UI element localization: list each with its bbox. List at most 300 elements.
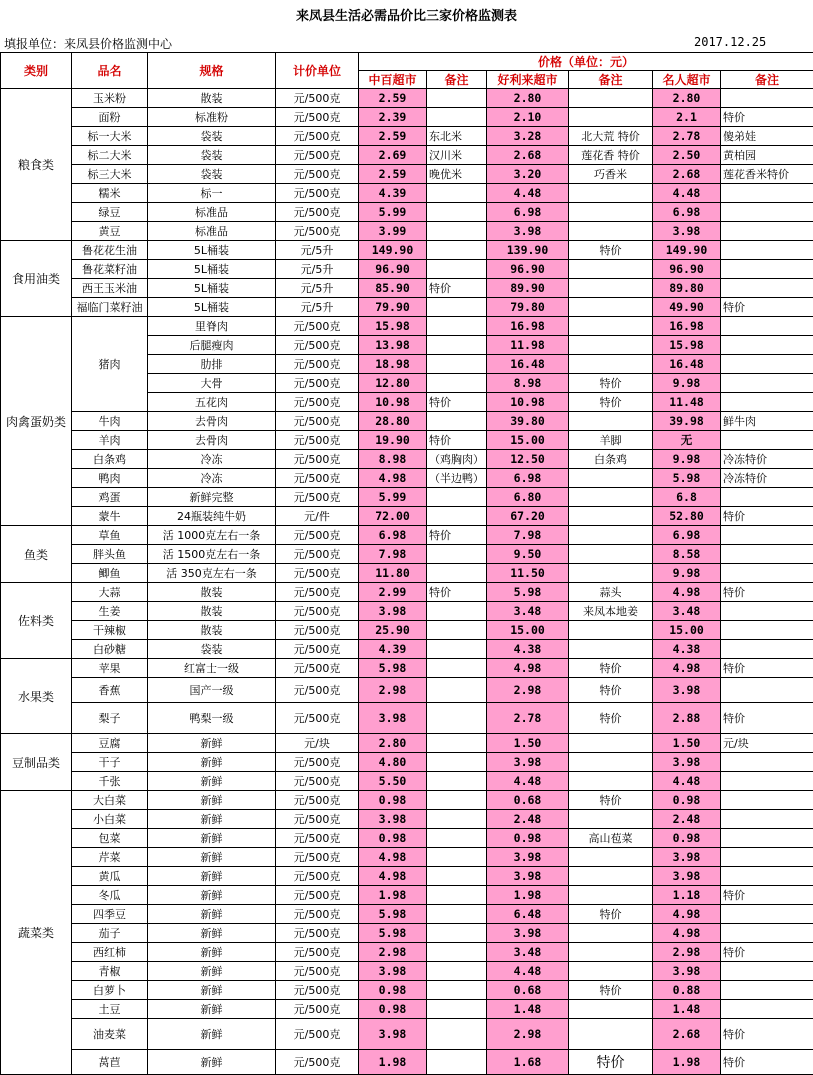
item-spec: 标准品 <box>148 222 276 241</box>
note-store2: 巧香米 <box>569 165 653 184</box>
item-spec: 新鲜 <box>148 772 276 791</box>
table-row <box>1 905 813 924</box>
price-store1: 3.98 <box>359 1019 427 1050</box>
item-name: 玉米粉 <box>72 89 148 108</box>
note-store1 <box>427 488 487 507</box>
item-unit: 元/5升 <box>276 241 359 260</box>
item-unit: 元/500克 <box>276 146 359 165</box>
price-store3: 0.98 <box>653 791 721 810</box>
item-spec: 新鲜 <box>148 1000 276 1019</box>
note-store1: 东北米 <box>427 127 487 146</box>
item-name: 标一大米 <box>72 127 148 146</box>
item-unit: 元/500克 <box>276 924 359 943</box>
note-store3 <box>721 678 813 703</box>
table-row <box>1 431 813 450</box>
note-store3 <box>721 374 813 393</box>
note-store2 <box>569 317 653 336</box>
price-store1: 25.90 <box>359 621 427 640</box>
header-price-group: 价格（单位：元） <box>359 53 813 71</box>
item-name: 草鱼 <box>72 526 148 545</box>
note-store1 <box>427 829 487 848</box>
price-store1: 0.98 <box>359 829 427 848</box>
table-row <box>1 279 813 298</box>
table-row <box>1 526 813 545</box>
table-row <box>1 1019 813 1050</box>
note-store3: 特价 <box>721 1019 813 1050</box>
item-unit: 元/500克 <box>276 431 359 450</box>
price-store1: 2.98 <box>359 678 427 703</box>
note-store3: 莲花香米特价 <box>721 165 813 184</box>
price-store2: 1.48 <box>487 1000 569 1019</box>
price-store2: 2.48 <box>487 810 569 829</box>
note-store1 <box>427 222 487 241</box>
item-spec: 新鲜 <box>148 810 276 829</box>
item-name: 小白菜 <box>72 810 148 829</box>
note-store1 <box>427 962 487 981</box>
note-store1 <box>427 241 487 260</box>
item-unit: 元/500克 <box>276 848 359 867</box>
note-store2 <box>569 507 653 526</box>
note-store3 <box>721 89 813 108</box>
note-store3: 特价 <box>721 659 813 678</box>
note-store1: 特价 <box>427 279 487 298</box>
price-store2: 5.98 <box>487 583 569 602</box>
price-store2: 139.90 <box>487 241 569 260</box>
note-store2 <box>569 469 653 488</box>
item-unit: 元/500克 <box>276 203 359 222</box>
note-store1 <box>427 703 487 734</box>
item-unit: 元/500克 <box>276 89 359 108</box>
note-store2 <box>569 1000 653 1019</box>
price-store3: 2.88 <box>653 703 721 734</box>
note-store1 <box>427 260 487 279</box>
item-name: 大白菜 <box>72 791 148 810</box>
item-unit: 元/件 <box>276 507 359 526</box>
price-store3: 3.98 <box>653 678 721 703</box>
item-spec: 标准粉 <box>148 108 276 127</box>
note-store3 <box>721 203 813 222</box>
table-row <box>1 772 813 791</box>
table-row <box>1 260 813 279</box>
item-unit: 元/500克 <box>276 336 359 355</box>
note-store2: 特价 <box>569 241 653 260</box>
note-store3: 特价 <box>721 1050 813 1075</box>
item-spec: 新鲜 <box>148 753 276 772</box>
price-store2: 4.38 <box>487 640 569 659</box>
note-store2: 来凤本地姜 <box>569 602 653 621</box>
item-spec: 散装 <box>148 602 276 621</box>
price-store1: 11.80 <box>359 564 427 583</box>
price-store2: 9.50 <box>487 545 569 564</box>
price-store3: 5.98 <box>653 469 721 488</box>
item-spec: 去骨肉 <box>148 431 276 450</box>
item-unit: 元/500克 <box>276 1000 359 1019</box>
item-unit: 元/5升 <box>276 298 359 317</box>
price-store1: 4.80 <box>359 753 427 772</box>
item-spec: 活 1000克左右一条 <box>148 526 276 545</box>
price-store1: 1.98 <box>359 1050 427 1075</box>
price-store1: 5.50 <box>359 772 427 791</box>
price-store3: 1.18 <box>653 886 721 905</box>
item-name: 福临门菜籽油 <box>72 298 148 317</box>
table-row <box>1 298 813 317</box>
item-name: 油麦菜 <box>72 1019 148 1050</box>
table-row <box>1 962 813 981</box>
item-unit: 元/500克 <box>276 791 359 810</box>
note-store2: 北大荒 特价 <box>569 127 653 146</box>
item-spec: 24瓶装纯牛奶 <box>148 507 276 526</box>
price-store1: 79.90 <box>359 298 427 317</box>
table-row <box>1 829 813 848</box>
item-name: 青椒 <box>72 962 148 981</box>
note-store1 <box>427 753 487 772</box>
table-row <box>1 924 813 943</box>
price-store2: 6.98 <box>487 469 569 488</box>
note-store1 <box>427 621 487 640</box>
price-store1: 15.98 <box>359 317 427 336</box>
note-store1 <box>427 772 487 791</box>
price-store2: 2.98 <box>487 1019 569 1050</box>
price-store2: 12.50 <box>487 450 569 469</box>
price-store3: 0.88 <box>653 981 721 1000</box>
item-name: 西红柿 <box>72 943 148 962</box>
item-name: 蒙牛 <box>72 507 148 526</box>
item-name: 苹果 <box>72 659 148 678</box>
price-store2: 0.68 <box>487 981 569 1000</box>
price-store3: 1.50 <box>653 734 721 753</box>
price-store3: 4.38 <box>653 640 721 659</box>
category-cell: 豆制品类 <box>1 734 72 791</box>
table-row <box>1 753 813 772</box>
note-store1 <box>427 317 487 336</box>
note-store2 <box>569 89 653 108</box>
item-name: 茄子 <box>72 924 148 943</box>
note-store3 <box>721 184 813 203</box>
price-store1: 2.59 <box>359 127 427 146</box>
header-note3: 备注 <box>721 71 813 89</box>
note-store3 <box>721 488 813 507</box>
price-store2: 15.00 <box>487 621 569 640</box>
note-store3 <box>721 393 813 412</box>
price-store1: 3.98 <box>359 602 427 621</box>
item-spec: 散装 <box>148 621 276 640</box>
price-store2: 67.20 <box>487 507 569 526</box>
note-store2 <box>569 848 653 867</box>
item-name: 胖头鱼 <box>72 545 148 564</box>
note-store1 <box>427 184 487 203</box>
price-store2: 4.48 <box>487 772 569 791</box>
note-store2 <box>569 867 653 886</box>
item-unit: 元/500克 <box>276 772 359 791</box>
item-unit: 元/500克 <box>276 867 359 886</box>
table-row <box>1 981 813 1000</box>
note-store1 <box>427 1000 487 1019</box>
note-store2 <box>569 753 653 772</box>
item-spec: 5L桶装 <box>148 298 276 317</box>
note-store2 <box>569 108 653 127</box>
price-store1: 2.98 <box>359 943 427 962</box>
note-store3: 特价 <box>721 886 813 905</box>
price-store2: 3.28 <box>487 127 569 146</box>
item-spec: 新鲜 <box>148 848 276 867</box>
price-store2: 2.80 <box>487 89 569 108</box>
price-store1: 18.98 <box>359 355 427 374</box>
note-store3: 特价 <box>721 583 813 602</box>
price-store3: 3.98 <box>653 867 721 886</box>
note-store3 <box>721 791 813 810</box>
header-name: 品名 <box>72 53 148 89</box>
note-store3 <box>721 621 813 640</box>
note-store3 <box>721 602 813 621</box>
item-name: 鲫鱼 <box>72 564 148 583</box>
price-store3: 9.98 <box>653 374 721 393</box>
note-store2 <box>569 488 653 507</box>
price-store2: 16.48 <box>487 355 569 374</box>
note-store2 <box>569 886 653 905</box>
price-store3: 6.98 <box>653 203 721 222</box>
item-unit: 元/500克 <box>276 943 359 962</box>
price-store3: 1.98 <box>653 1050 721 1075</box>
price-store2: 8.98 <box>487 374 569 393</box>
item-name: 羊肉 <box>72 431 148 450</box>
note-store3 <box>721 905 813 924</box>
category-cell: 粮食类 <box>1 89 72 241</box>
price-store3: 89.80 <box>653 279 721 298</box>
price-store3: 4.98 <box>653 905 721 924</box>
item-unit: 元/5升 <box>276 260 359 279</box>
note-store3: 冷冻特价 <box>721 450 813 469</box>
note-store1 <box>427 374 487 393</box>
price-store1: 4.39 <box>359 184 427 203</box>
note-store2: 高山苞菜 <box>569 829 653 848</box>
price-store3: 2.80 <box>653 89 721 108</box>
note-store3 <box>721 222 813 241</box>
note-store1 <box>427 981 487 1000</box>
item-unit: 元/块 <box>276 734 359 753</box>
price-store2: 1.50 <box>487 734 569 753</box>
price-store2: 89.90 <box>487 279 569 298</box>
note-store2: 莲花香 特价 <box>569 146 653 165</box>
note-store2 <box>569 355 653 374</box>
item-name: 干子 <box>72 753 148 772</box>
price-store3: 无 <box>653 431 721 450</box>
item-spec: 里脊肉 <box>148 317 276 336</box>
price-table <box>0 52 813 1075</box>
price-store2: 11.98 <box>487 336 569 355</box>
fill-unit: 填报单位：来凤县价格监测中心 <box>4 35 172 52</box>
note-store1 <box>427 943 487 962</box>
note-store1: 特价 <box>427 583 487 602</box>
item-spec: 肋排 <box>148 355 276 374</box>
item-spec: 国产一级 <box>148 678 276 703</box>
note-store2: 特价 <box>569 1050 653 1075</box>
note-store3 <box>721 924 813 943</box>
note-store3 <box>721 962 813 981</box>
note-store3 <box>721 279 813 298</box>
item-spec: 新鲜 <box>148 962 276 981</box>
item-name: 土豆 <box>72 1000 148 1019</box>
note-store3 <box>721 981 813 1000</box>
price-store2: 0.68 <box>487 791 569 810</box>
note-store1: （半边鸭） <box>427 469 487 488</box>
price-store1: 0.98 <box>359 1000 427 1019</box>
item-spec: 5L桶装 <box>148 260 276 279</box>
item-name: 白萝卜 <box>72 981 148 1000</box>
price-store3: 3.48 <box>653 602 721 621</box>
price-store2: 4.98 <box>487 659 569 678</box>
note-store1 <box>427 602 487 621</box>
category-cell: 食用油类 <box>1 241 72 317</box>
table-row <box>1 678 813 703</box>
price-store3: 3.98 <box>653 962 721 981</box>
note-store1: 晚优米 <box>427 165 487 184</box>
note-store2 <box>569 298 653 317</box>
price-store2: 3.98 <box>487 848 569 867</box>
item-name: 芹菜 <box>72 848 148 867</box>
item-name: 豆腐 <box>72 734 148 753</box>
price-store2: 11.50 <box>487 564 569 583</box>
note-store2 <box>569 545 653 564</box>
table-row <box>1 469 813 488</box>
item-spec: 袋装 <box>148 640 276 659</box>
item-spec: 5L桶装 <box>148 279 276 298</box>
item-spec: 新鲜 <box>148 924 276 943</box>
price-store1: 72.00 <box>359 507 427 526</box>
header-unit: 计价单位 <box>276 53 359 89</box>
price-store2: 2.68 <box>487 146 569 165</box>
price-store1: 5.98 <box>359 924 427 943</box>
item-name: 西王玉米油 <box>72 279 148 298</box>
table-row <box>1 659 813 678</box>
item-unit: 元/500克 <box>276 393 359 412</box>
note-store1 <box>427 810 487 829</box>
item-spec: 散装 <box>148 583 276 602</box>
price-store3: 2.68 <box>653 165 721 184</box>
item-unit: 元/500克 <box>276 127 359 146</box>
item-spec: 新鲜 <box>148 981 276 1000</box>
note-store3 <box>721 753 813 772</box>
note-store3 <box>721 829 813 848</box>
note-store2 <box>569 412 653 431</box>
price-store2: 3.48 <box>487 943 569 962</box>
price-store3: 96.90 <box>653 260 721 279</box>
note-store3: 特价 <box>721 108 813 127</box>
table-row <box>1 943 813 962</box>
item-spec: 去骨肉 <box>148 412 276 431</box>
item-unit: 元/500克 <box>276 810 359 829</box>
price-store2: 6.48 <box>487 905 569 924</box>
item-unit: 元/500克 <box>276 317 359 336</box>
note-store1 <box>427 507 487 526</box>
note-store3 <box>721 526 813 545</box>
item-name: 冬瓜 <box>72 886 148 905</box>
price-store3: 3.98 <box>653 222 721 241</box>
note-store1 <box>427 848 487 867</box>
note-store2 <box>569 222 653 241</box>
price-store1: 2.59 <box>359 165 427 184</box>
item-name: 标二大米 <box>72 146 148 165</box>
item-spec: 5L桶装 <box>148 241 276 260</box>
price-store2: 6.98 <box>487 203 569 222</box>
item-name: 标三大米 <box>72 165 148 184</box>
note-store1 <box>427 89 487 108</box>
item-spec: 冷冻 <box>148 450 276 469</box>
header-note2: 备注 <box>569 71 653 89</box>
note-store1 <box>427 678 487 703</box>
item-unit: 元/500克 <box>276 545 359 564</box>
table-row <box>1 184 813 203</box>
item-spec: 标准品 <box>148 203 276 222</box>
item-unit: 元/500克 <box>276 469 359 488</box>
item-unit: 元/500克 <box>276 886 359 905</box>
note-store3 <box>721 640 813 659</box>
price-store1: 85.90 <box>359 279 427 298</box>
note-store1 <box>427 886 487 905</box>
price-store1: 2.39 <box>359 108 427 127</box>
category-cell: 水果类 <box>1 659 72 734</box>
table-row <box>1 241 813 260</box>
item-unit: 元/500克 <box>276 905 359 924</box>
report-date: 2017.12.25 <box>694 35 766 49</box>
table-row <box>1 791 813 810</box>
note-store3: 特价 <box>721 943 813 962</box>
note-store2 <box>569 924 653 943</box>
price-store3: 16.48 <box>653 355 721 374</box>
price-store3: 2.68 <box>653 1019 721 1050</box>
item-unit: 元/500克 <box>276 829 359 848</box>
item-unit: 元/500克 <box>276 165 359 184</box>
note-store1 <box>427 924 487 943</box>
price-store1: 3.98 <box>359 810 427 829</box>
item-unit: 元/500克 <box>276 1019 359 1050</box>
price-store1: 4.98 <box>359 469 427 488</box>
item-spec: 新鲜 <box>148 867 276 886</box>
header-store3: 名人超市 <box>653 71 721 89</box>
price-store1: 4.39 <box>359 640 427 659</box>
note-store2 <box>569 564 653 583</box>
price-store1: 149.90 <box>359 241 427 260</box>
item-spec: 袋装 <box>148 165 276 184</box>
price-store1: 7.98 <box>359 545 427 564</box>
price-store3: 4.98 <box>653 659 721 678</box>
note-store2 <box>569 203 653 222</box>
item-unit: 元/500克 <box>276 564 359 583</box>
note-store2 <box>569 943 653 962</box>
price-store3: 49.90 <box>653 298 721 317</box>
table-row <box>1 89 813 108</box>
price-store2: 2.10 <box>487 108 569 127</box>
note-store3 <box>721 564 813 583</box>
header-store1: 中百超市 <box>359 71 427 89</box>
note-store3: 特价 <box>721 703 813 734</box>
price-store3: 6.98 <box>653 526 721 545</box>
item-spec: 五花肉 <box>148 393 276 412</box>
price-store1: 5.99 <box>359 488 427 507</box>
table-row <box>1 886 813 905</box>
item-spec: 鸭梨一级 <box>148 703 276 734</box>
category-cell: 蔬菜类 <box>1 791 72 1075</box>
price-store3: 0.98 <box>653 829 721 848</box>
note-store2 <box>569 621 653 640</box>
price-store2: 10.98 <box>487 393 569 412</box>
table-row <box>1 602 813 621</box>
item-spec: 袋装 <box>148 127 276 146</box>
item-unit: 元/500克 <box>276 659 359 678</box>
item-unit: 元/500克 <box>276 450 359 469</box>
note-store3 <box>721 848 813 867</box>
note-store3: 特价 <box>721 298 813 317</box>
table-row <box>1 848 813 867</box>
